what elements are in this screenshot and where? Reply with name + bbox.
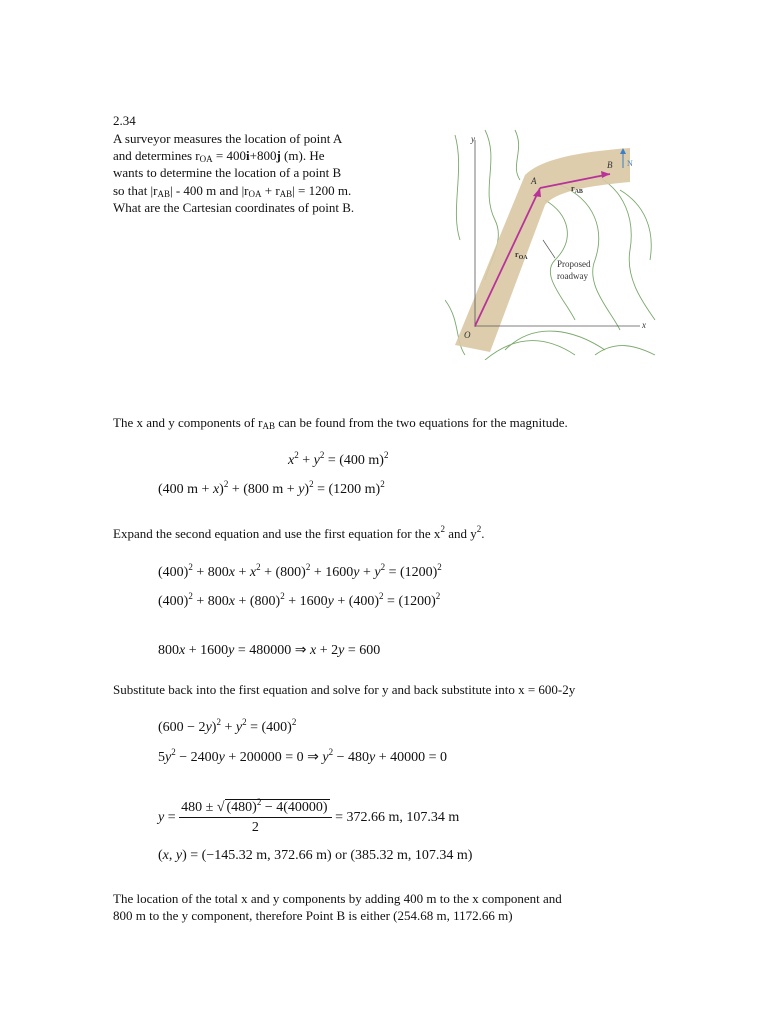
problem-line-1: A surveyor measures the location of point A (113, 131, 343, 146)
solution-intro: The x and y components of $r_{AB}$ can be found from the two equations for the magnitude. (113, 415, 568, 431)
substitute-text: Substitute back into the first equation and solve for y and back substitute into x = 600-2y (113, 682, 576, 697)
equation-6: $(600 - 2y)^2 + y^2 = (400)^2$ (158, 717, 297, 735)
label-proposed: Proposed (557, 259, 591, 269)
problem-line-2: and determines $r_{OA} = 400i+800j$ (m). He (113, 148, 325, 164)
label-roadway: roadway (557, 271, 588, 281)
label-roa: $r_{OA}$ (515, 250, 528, 261)
equation-2: (400 m + x)$^2$ + (800 m + y)$^2$ = (1200 m)$^2$ (158, 479, 385, 497)
problem-line-4: so that $|r_{AB}| - 400$ m and $|r_{OA} + r_{AB}| = 1200$ m. (113, 183, 352, 199)
equation-7: $5y^2 - 2400y + 200000 = 0$ ⇒ $y^2 - 480y + 40000 = 0$ (158, 747, 448, 765)
problem-line-5: What are the Cartesian coordinates of point B. (113, 200, 355, 215)
equation-5: 800x + 1600y = 480000 ⇒ x + 2y = 600 (158, 643, 381, 658)
problem-number: 2.34 (113, 113, 136, 128)
equation-8: y = $\frac{480 \pm √ (480)^2 - 4(40000)}{2}$ = 372.66 m, 107.34 m (158, 797, 460, 835)
label-a: A (531, 176, 537, 186)
equation-1: $x^2 + y^2 = (400$ m)$^2$ (288, 450, 389, 468)
label-n: N (627, 159, 633, 168)
equation-4: $(400)^2 + 800x + (800)^2 + 1600y + (400)^2 = (1200)^2$ (158, 591, 441, 609)
label-o: O (464, 330, 471, 340)
problem-line-3: wants to determine the location of a point B (113, 165, 342, 180)
label-x: x (642, 320, 646, 330)
equation-9: (x, y) = (−145.32 m, 372.66 m) or (385.32 m, 107.34 m) (158, 848, 473, 863)
conclusion-line-1: The location of the total x and y components by adding 400 m to the x component and (113, 891, 562, 906)
quadratic-fraction: $\frac{480 \pm √ (480)^2 - 4(40000)}{2}$ (179, 800, 331, 836)
label-b: B (607, 160, 613, 170)
label-rab: $r_{AB}$ (571, 184, 583, 195)
conclusion-line-2: 800 m to the y component, therefore Point B is either (254.68 m, 1172.66 m) (113, 908, 513, 923)
label-y: y (471, 134, 475, 144)
roadway-figure (445, 120, 660, 360)
expand-text: Expand the second equation and use the first equation for the $x^2$ and $y^2$. (113, 524, 485, 541)
equation-3: $(400)^2 + 800x + x^2 + (800)^2 + 1600y + y^2 = (1200)^2$ (158, 562, 442, 580)
